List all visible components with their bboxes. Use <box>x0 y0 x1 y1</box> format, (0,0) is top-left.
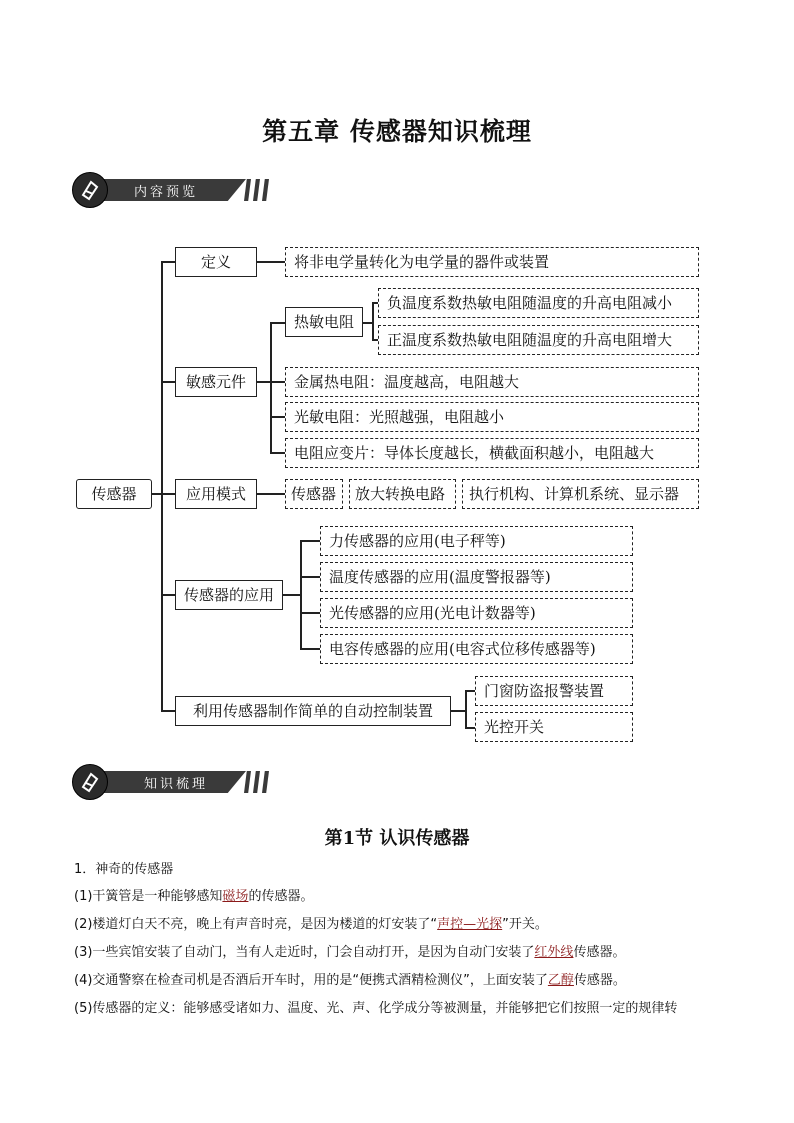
section-title: 第1节 认识传感器 <box>324 828 470 849</box>
node-auto-control: 利用传感器制作简单的自动控制装置 <box>175 696 451 726</box>
banner-label: 知识梳理 <box>144 777 209 792</box>
answer-highlight: 红外线 <box>534 945 574 960</box>
node-ntc: 负温度系数热敏电阻随温度的升高电阻减小 <box>378 288 699 318</box>
node-application: 传感器的应用 <box>175 580 283 610</box>
paragraph: (1)干簧管是一种能够感知磁场的传感器。 <box>74 889 314 904</box>
node-root: 传感器 <box>76 479 152 509</box>
page-title: 第五章 传感器知识梳理 <box>262 117 532 146</box>
banner-stripe <box>253 179 260 201</box>
book-icon <box>72 172 108 208</box>
node-auto-alarm: 门窗防盗报警装置 <box>475 676 633 706</box>
section-banner-preview <box>72 172 292 208</box>
section-banner-review <box>72 764 292 800</box>
answer-highlight: 声控—光探 <box>437 917 503 932</box>
node-strain-gauge: 电阻应变片：导体长度越长，横截面积越小，电阻越大 <box>285 438 699 468</box>
node-ptc: 正温度系数热敏电阻随温度的升高电阻增大 <box>378 325 699 355</box>
node-mode: 应用模式 <box>175 479 257 509</box>
banner-label: 内容预览 <box>134 185 199 200</box>
node-mode-sensor: 传感器 <box>285 479 343 509</box>
node-photoresistor: 光敏电阻：光照越强，电阻越小 <box>285 402 699 432</box>
paragraph: (5)传感器的定义：能够感受诸如力、温度、光、声、化学成分等被测量，并能够把它们按照一定的规律转 <box>74 1001 678 1016</box>
paragraph-heading: 1．神奇的传感器 <box>74 862 174 877</box>
banner-stripe <box>262 771 269 793</box>
answer-highlight: 磁场 <box>222 889 249 904</box>
node-sensitive: 敏感元件 <box>175 367 257 397</box>
banner-stripe <box>262 179 269 201</box>
node-app-light: 光传感器的应用(光电计数器等) <box>320 598 633 628</box>
banner-stripe <box>253 771 260 793</box>
node-app-temperature: 温度传感器的应用(温度警报器等) <box>320 562 633 592</box>
paragraph: (4)交通警察在检查司机是否酒后开车时，用的是“便携式酒精检测仪”，上面安装了乙醇传感器。 <box>74 973 626 988</box>
answer-highlight: 乙醇 <box>547 973 574 988</box>
banner-stripe <box>244 179 251 201</box>
book-icon <box>72 764 108 800</box>
node-app-capacitance: 电容传感器的应用(电容式位移传感器等) <box>320 634 633 664</box>
paragraph: (2)楼道灯白天不亮，晚上有声音时亮，是因为楼道的灯安装了“声控—光探”开关。 <box>74 917 548 932</box>
node-auto-light-switch: 光控开关 <box>475 712 633 742</box>
node-thermistor: 热敏电阻 <box>285 307 363 337</box>
node-definition: 定义 <box>175 247 257 277</box>
node-mode-amplifier: 放大转换电路 <box>349 479 456 509</box>
node-metal-resistor: 金属热电阻：温度越高，电阻越大 <box>285 367 699 397</box>
node-definition-content: 将非电学量转化为电学量的器件或装置 <box>285 247 699 277</box>
banner-stripe <box>244 771 251 793</box>
paragraph: (3)一些宾馆安装了自动门，当有人走近时，门会自动打开，是因为自动门安装了红外线传感器。 <box>74 945 626 960</box>
node-app-force: 力传感器的应用(电子秤等) <box>320 526 633 556</box>
node-mode-output: 执行机构、计算机系统、显示器 <box>462 479 699 509</box>
